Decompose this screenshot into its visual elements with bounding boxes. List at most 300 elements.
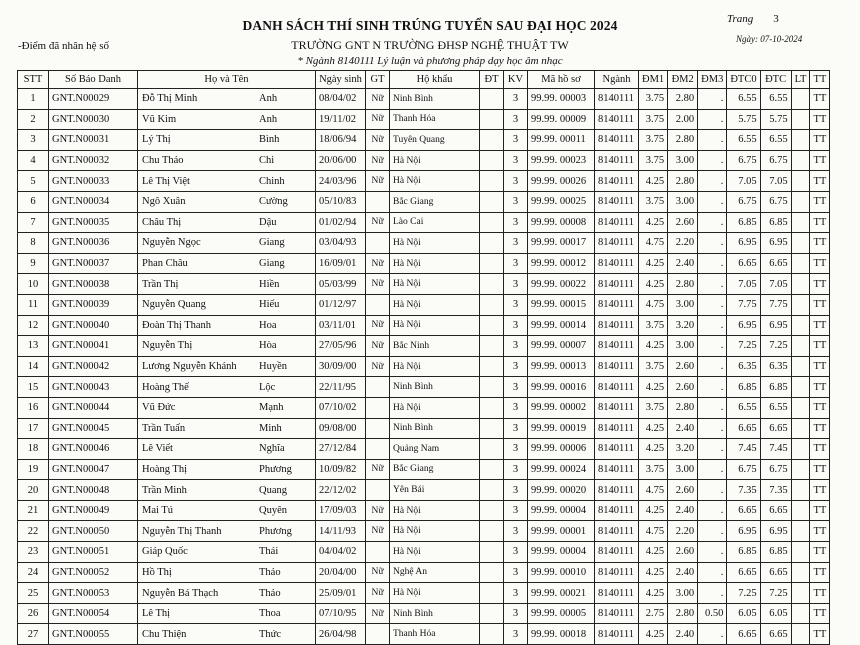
dm3-cell: . — [698, 356, 727, 377]
stt-cell: 15 — [18, 377, 49, 398]
full-name-cell — [138, 336, 316, 357]
gender-cell — [366, 418, 390, 439]
dtc-cell: 5.75 — [760, 109, 791, 130]
hometown-cell: Hà Nội — [390, 274, 480, 295]
stt-cell: 11 — [18, 294, 49, 315]
table-header-row — [18, 71, 830, 89]
table-row — [18, 562, 830, 583]
stt-cell: 18 — [18, 439, 49, 460]
stt-cell: 4 — [18, 150, 49, 171]
file-code-cell: 99.99. 00010 — [528, 562, 595, 583]
sbd-cell: GNT.N00031 — [49, 130, 138, 151]
lt-cell — [791, 583, 810, 604]
given-name: Phương — [259, 463, 292, 475]
given-name: Giang — [259, 258, 285, 270]
dob-cell: 04/04/02 — [316, 542, 366, 563]
lt-cell — [791, 624, 810, 645]
stt-cell: 25 — [18, 583, 49, 604]
dm2-cell: 2.60 — [668, 212, 698, 233]
sbd-cell: GNT.N00047 — [49, 459, 138, 480]
table-row — [18, 212, 830, 233]
hometown-cell: Thanh Hóa — [390, 109, 480, 130]
dm1-cell: 4.25 — [639, 336, 668, 357]
dm2-cell: 3.00 — [668, 459, 698, 480]
hometown-cell: Hà Nội — [390, 315, 480, 336]
table-row — [18, 171, 830, 192]
dtc-cell: 6.65 — [760, 562, 791, 583]
dm1-cell: 3.75 — [639, 459, 668, 480]
full-name-cell — [138, 356, 316, 377]
given-name: Quyên — [259, 505, 287, 517]
gender-cell: Nữ — [366, 500, 390, 521]
stt-cell: 24 — [18, 562, 49, 583]
family-name: Lê Thị Việt — [142, 175, 190, 187]
dm3-cell: . — [698, 150, 727, 171]
dtc0-cell: 6.05 — [727, 603, 760, 624]
dtc0-cell: 6.65 — [727, 562, 760, 583]
file-code-cell: 99.99. 00011 — [528, 130, 595, 151]
dtc0-cell: 7.35 — [727, 480, 760, 501]
dm3-cell: . — [698, 89, 727, 110]
sbd-cell: GNT.N00050 — [49, 521, 138, 542]
column-header: Họ và Tên — [138, 71, 316, 89]
table-row — [18, 253, 830, 274]
sbd-cell: GNT.N00039 — [49, 294, 138, 315]
dtc0-cell: 7.25 — [727, 336, 760, 357]
gender-cell — [366, 624, 390, 645]
dtc-cell: 7.75 — [760, 294, 791, 315]
dm3-cell: . — [698, 377, 727, 398]
kv-cell: 3 — [504, 109, 528, 130]
sbd-cell: GNT.N00049 — [49, 500, 138, 521]
major-code-cell: 8140111 — [595, 356, 639, 377]
stt-cell: 14 — [18, 356, 49, 377]
dm3-cell: . — [698, 171, 727, 192]
tt-cell: TT — [810, 459, 830, 480]
dm1-cell: 4.75 — [639, 480, 668, 501]
dtc0-cell: 7.25 — [727, 583, 760, 604]
table-row — [18, 150, 830, 171]
dm2-cell: 3.00 — [668, 150, 698, 171]
stt-cell: 21 — [18, 500, 49, 521]
family-name: Hoàng Thế — [142, 381, 189, 393]
dm2-cell: 3.00 — [668, 336, 698, 357]
dtc-cell: 6.35 — [760, 356, 791, 377]
date-value: 07-10-2024 — [760, 34, 803, 44]
dt-cell — [480, 212, 504, 233]
dtc-cell: 6.55 — [760, 130, 791, 151]
family-name: Nguyễn Thị — [142, 340, 193, 352]
kv-cell: 3 — [504, 191, 528, 212]
lt-cell — [791, 521, 810, 542]
given-name: Chinh — [259, 175, 285, 187]
hometown-cell: Hà Nội — [390, 500, 480, 521]
major-code-cell: 8140111 — [595, 397, 639, 418]
hometown-cell: Ninh Bình — [390, 377, 480, 398]
lt-cell — [791, 439, 810, 460]
dm2-cell: 2.80 — [668, 397, 698, 418]
file-code-cell: 99.99. 00009 — [528, 109, 595, 130]
lt-cell — [791, 233, 810, 254]
dm3-cell: . — [698, 397, 727, 418]
hometown-cell: Hà Nội — [390, 397, 480, 418]
table-row — [18, 439, 830, 460]
dtc-cell: 7.05 — [760, 171, 791, 192]
dtc-cell: 6.75 — [760, 459, 791, 480]
dm2-cell: 2.80 — [668, 130, 698, 151]
full-name-cell — [138, 439, 316, 460]
dob-cell: 09/08/00 — [316, 418, 366, 439]
tt-cell: TT — [810, 294, 830, 315]
file-code-cell: 99.99. 00023 — [528, 150, 595, 171]
table-row — [18, 521, 830, 542]
family-name: Trần Minh — [142, 484, 187, 496]
lt-cell — [791, 418, 810, 439]
major-code-cell: 8140111 — [595, 418, 639, 439]
family-name: Mai Tú — [142, 505, 174, 517]
dtc0-cell: 6.85 — [727, 212, 760, 233]
kv-cell: 3 — [504, 150, 528, 171]
file-code-cell: 99.99. 00004 — [528, 500, 595, 521]
dm1-cell: 4.25 — [639, 418, 668, 439]
family-name: Châu Thị — [142, 216, 182, 228]
major-code-cell: 8140111 — [595, 315, 639, 336]
major-code-cell: 8140111 — [595, 439, 639, 460]
full-name-cell — [138, 212, 316, 233]
full-name-cell — [138, 377, 316, 398]
lt-cell — [791, 356, 810, 377]
dm2-cell: 2.80 — [668, 603, 698, 624]
tt-cell: TT — [810, 583, 830, 604]
dm2-cell: 2.20 — [668, 233, 698, 254]
tt-cell: TT — [810, 274, 830, 295]
table-row — [18, 397, 830, 418]
full-name-cell — [138, 294, 316, 315]
major-code-cell: 8140111 — [595, 191, 639, 212]
dt-cell — [480, 356, 504, 377]
dt-cell — [480, 150, 504, 171]
gender-cell: Nữ — [366, 89, 390, 110]
dtc0-cell: 7.45 — [727, 439, 760, 460]
file-code-cell: 99.99. 00026 — [528, 171, 595, 192]
dtc0-cell: 6.55 — [727, 89, 760, 110]
sbd-cell: GNT.N00038 — [49, 274, 138, 295]
dob-cell: 19/11/02 — [316, 109, 366, 130]
table-row — [18, 542, 830, 563]
stt-cell: 5 — [18, 171, 49, 192]
table-row — [18, 377, 830, 398]
family-name: Hoàng Thị — [142, 463, 188, 475]
dt-cell — [480, 336, 504, 357]
stt-cell: 2 — [18, 109, 49, 130]
family-name: Nguyễn Thị Thanh — [142, 525, 222, 537]
lt-cell — [791, 274, 810, 295]
table-row — [18, 130, 830, 151]
major-code-cell: 8140111 — [595, 294, 639, 315]
dt-cell — [480, 191, 504, 212]
major-code-cell: 8140111 — [595, 542, 639, 563]
lt-cell — [791, 336, 810, 357]
kv-cell: 3 — [504, 521, 528, 542]
dob-cell: 01/12/97 — [316, 294, 366, 315]
tt-cell: TT — [810, 480, 830, 501]
dt-cell — [480, 603, 504, 624]
dob-cell: 16/09/01 — [316, 253, 366, 274]
full-name-cell — [138, 130, 316, 151]
major-code-cell: 8140111 — [595, 171, 639, 192]
full-name-cell — [138, 521, 316, 542]
lt-cell — [791, 397, 810, 418]
dm2-cell: 3.00 — [668, 583, 698, 604]
dtc-cell: 6.75 — [760, 150, 791, 171]
family-name: Lê Thị — [142, 608, 171, 620]
dt-cell — [480, 109, 504, 130]
kv-cell: 3 — [504, 459, 528, 480]
dm2-cell: 2.60 — [668, 377, 698, 398]
dm3-cell: . — [698, 583, 727, 604]
table-row — [18, 294, 830, 315]
family-name: Lương Nguyễn Khánh — [142, 361, 237, 373]
file-code-cell: 99.99. 00002 — [528, 397, 595, 418]
dt-cell — [480, 130, 504, 151]
dm3-cell: . — [698, 562, 727, 583]
lt-cell — [791, 315, 810, 336]
dm3-cell: . — [698, 191, 727, 212]
family-name: Lý Thị — [142, 134, 171, 146]
tt-cell: TT — [810, 253, 830, 274]
full-name-cell — [138, 418, 316, 439]
given-name: Quang — [259, 484, 287, 496]
dm2-cell: 2.00 — [668, 109, 698, 130]
dtc-cell: 6.85 — [760, 377, 791, 398]
dtc-cell: 6.55 — [760, 397, 791, 418]
dob-cell: 22/11/95 — [316, 377, 366, 398]
stt-cell: 17 — [18, 418, 49, 439]
dob-cell: 27/05/96 — [316, 336, 366, 357]
dtc0-cell: 6.75 — [727, 191, 760, 212]
hometown-cell: Yên Bái — [390, 480, 480, 501]
given-name: Bình — [259, 134, 280, 146]
dt-cell — [480, 294, 504, 315]
dm1-cell: 3.75 — [639, 150, 668, 171]
dm3-cell: . — [698, 109, 727, 130]
family-name: Giáp Quốc — [142, 546, 188, 558]
given-name: Mạnh — [259, 402, 284, 414]
dob-cell: 03/04/93 — [316, 233, 366, 254]
column-header: Ngành — [595, 71, 639, 89]
full-name-cell — [138, 253, 316, 274]
full-name-cell — [138, 480, 316, 501]
lt-cell — [791, 109, 810, 130]
hometown-cell: Hà Nội — [390, 521, 480, 542]
kv-cell: 3 — [504, 542, 528, 563]
dm3-cell: . — [698, 233, 727, 254]
dtc0-cell: 6.65 — [727, 624, 760, 645]
lt-cell — [791, 253, 810, 274]
gender-cell — [366, 377, 390, 398]
sbd-cell: GNT.N00045 — [49, 418, 138, 439]
gender-cell: Nữ — [366, 356, 390, 377]
tt-cell: TT — [810, 171, 830, 192]
lt-cell — [791, 150, 810, 171]
dm1-cell: 4.25 — [639, 439, 668, 460]
dm3-cell: . — [698, 418, 727, 439]
family-name: Chu Thảo — [142, 155, 184, 167]
dm1-cell: 3.75 — [639, 130, 668, 151]
hometown-cell: Ninh Bình — [390, 89, 480, 110]
table-row — [18, 89, 830, 110]
dm1-cell: 4.75 — [639, 294, 668, 315]
results-table — [17, 70, 830, 645]
hometown-cell: Nghệ An — [390, 562, 480, 583]
dob-cell: 18/06/94 — [316, 130, 366, 151]
dt-cell — [480, 480, 504, 501]
table-row — [18, 315, 830, 336]
file-code-cell: 99.99. 00008 — [528, 212, 595, 233]
hometown-cell: Bắc Giang — [390, 191, 480, 212]
gender-cell: Nữ — [366, 150, 390, 171]
kv-cell: 3 — [504, 418, 528, 439]
dm1-cell: 4.25 — [639, 542, 668, 563]
kv-cell: 3 — [504, 583, 528, 604]
gender-cell: Nữ — [366, 603, 390, 624]
dm2-cell: 3.00 — [668, 191, 698, 212]
tt-cell: TT — [810, 109, 830, 130]
kv-cell: 3 — [504, 356, 528, 377]
dm1-cell: 4.25 — [639, 562, 668, 583]
dtc-cell: 6.85 — [760, 212, 791, 233]
given-name: Thảo — [259, 566, 281, 578]
table-row — [18, 624, 830, 645]
full-name-cell — [138, 191, 316, 212]
dt-cell — [480, 583, 504, 604]
family-name: Ngô Xuân — [142, 196, 186, 208]
hometown-cell: Hà Nội — [390, 542, 480, 563]
tt-cell: TT — [810, 89, 830, 110]
dob-cell: 03/11/01 — [316, 315, 366, 336]
stt-cell: 3 — [18, 130, 49, 151]
dm2-cell: 2.60 — [668, 356, 698, 377]
table-row — [18, 109, 830, 130]
gender-cell: Nữ — [366, 521, 390, 542]
stt-cell: 12 — [18, 315, 49, 336]
dm2-cell: 2.20 — [668, 521, 698, 542]
major-code-cell: 8140111 — [595, 233, 639, 254]
sbd-cell: GNT.N00052 — [49, 562, 138, 583]
kv-cell: 3 — [504, 480, 528, 501]
column-header: ĐT — [480, 71, 504, 89]
tt-cell: TT — [810, 212, 830, 233]
dm3-cell: . — [698, 439, 727, 460]
dt-cell — [480, 521, 504, 542]
dm2-cell: 2.80 — [668, 171, 698, 192]
family-name: Phan Châu — [142, 258, 188, 270]
table-row — [18, 418, 830, 439]
dtc0-cell: 6.65 — [727, 500, 760, 521]
gender-cell — [366, 439, 390, 460]
dm2-cell: 2.40 — [668, 418, 698, 439]
dtc0-cell: 6.65 — [727, 418, 760, 439]
tt-cell: TT — [810, 603, 830, 624]
table-row — [18, 336, 830, 357]
dm3-cell: . — [698, 274, 727, 295]
dm3-cell: . — [698, 521, 727, 542]
dm1-cell: 3.75 — [639, 356, 668, 377]
dm1-cell: 4.25 — [639, 253, 668, 274]
table-row — [18, 603, 830, 624]
dob-cell: 25/09/01 — [316, 583, 366, 604]
lt-cell — [791, 562, 810, 583]
column-header: STT — [18, 71, 49, 89]
stt-cell: 13 — [18, 336, 49, 357]
family-name: Vũ Kim — [142, 113, 177, 125]
kv-cell: 3 — [504, 315, 528, 336]
given-name: Hiền — [259, 278, 280, 290]
table-row — [18, 233, 830, 254]
dm1-cell: 3.75 — [639, 191, 668, 212]
hometown-cell: Hà Nội — [390, 171, 480, 192]
stt-cell: 8 — [18, 233, 49, 254]
dtc0-cell: 7.05 — [727, 171, 760, 192]
dob-cell: 17/09/03 — [316, 500, 366, 521]
sbd-cell: GNT.N00044 — [49, 397, 138, 418]
document-subtitle: TRƯỜNG GNT N TRƯỜNG ĐHSP NGHỆ THUẬT TW — [291, 38, 569, 52]
file-code-cell: 99.99. 00014 — [528, 315, 595, 336]
given-name: Phương — [259, 525, 292, 537]
full-name-cell — [138, 150, 316, 171]
family-name: Hồ Thị — [142, 566, 172, 578]
dm1-cell: 4.25 — [639, 212, 668, 233]
given-name: Huyền — [259, 361, 287, 373]
kv-cell: 3 — [504, 562, 528, 583]
gender-cell: Nữ — [366, 130, 390, 151]
page-indicator — [727, 13, 779, 25]
gender-cell: Nữ — [366, 315, 390, 336]
dm1-cell: 4.25 — [639, 500, 668, 521]
column-header: ĐM3 — [698, 71, 727, 89]
full-name-cell — [138, 562, 316, 583]
kv-cell: 3 — [504, 274, 528, 295]
dtc-cell: 7.35 — [760, 480, 791, 501]
dm1-cell: 4.75 — [639, 233, 668, 254]
dtc-cell: 6.05 — [760, 603, 791, 624]
file-code-cell: 99.99. 00001 — [528, 521, 595, 542]
dt-cell — [480, 459, 504, 480]
stt-cell: 19 — [18, 459, 49, 480]
column-header: ĐTC0 — [727, 71, 760, 89]
file-code-cell: 99.99. 00018 — [528, 624, 595, 645]
kv-cell: 3 — [504, 233, 528, 254]
dm2-cell: 2.60 — [668, 480, 698, 501]
lt-cell — [791, 542, 810, 563]
column-header: Số Báo Danh — [49, 71, 138, 89]
dm3-cell: . — [698, 500, 727, 521]
dtc0-cell: 6.75 — [727, 150, 760, 171]
given-name: Minh — [259, 422, 282, 434]
sbd-cell: GNT.N00034 — [49, 191, 138, 212]
dob-cell: 05/03/99 — [316, 274, 366, 295]
major-code-cell: 8140111 — [595, 521, 639, 542]
full-name-cell — [138, 603, 316, 624]
dm3-cell: . — [698, 336, 727, 357]
table-row — [18, 583, 830, 604]
dm3-cell: . — [698, 480, 727, 501]
gender-cell — [366, 191, 390, 212]
table-row — [18, 191, 830, 212]
document-header — [0, 0, 860, 72]
dob-cell: 05/10/83 — [316, 191, 366, 212]
major-code-cell: 8140111 — [595, 377, 639, 398]
